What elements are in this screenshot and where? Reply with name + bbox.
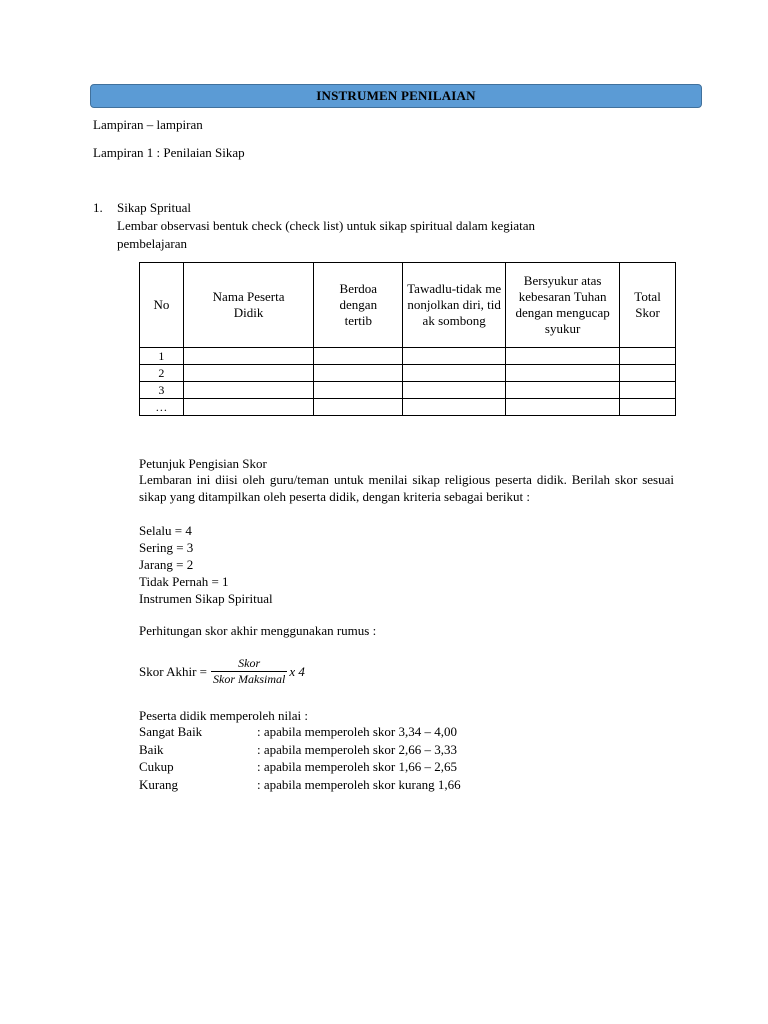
total-cell [620, 348, 676, 365]
score-list [139, 522, 273, 607]
column-header-name-text: Nama Peserta Didik [212, 289, 285, 320]
formula-numerator: Skor [238, 656, 261, 670]
criteria-item [139, 758, 461, 776]
column-header-no: No [140, 263, 184, 348]
criteria-label: Sangat Baik [139, 724, 203, 739]
criteria-intro: Peserta didik memperoleh nilai : [139, 708, 308, 723]
column-header-berdoa-text: Berdoa dengan tertib [339, 281, 378, 328]
score-item: Jarang = 2 [139, 557, 194, 572]
formula-label: Skor Akhir = [139, 663, 208, 679]
berdoa-cell [314, 382, 403, 399]
column-header-total-text: Total Skor [634, 289, 661, 320]
berdoa-cell [314, 348, 403, 365]
criteria-list [139, 723, 461, 793]
column-header-tawadlu-text: Tawadlu-tidak menonjolkan diri, tidak sombong [407, 281, 502, 328]
name-cell [183, 348, 314, 365]
name-cell [183, 382, 314, 399]
formula [139, 656, 305, 687]
column-header-name [183, 263, 314, 348]
row-number: 1 [140, 348, 184, 365]
column-header-bersyukur-text: Bersyukur atas kebesaran Tuhan dengan mengucap syukur [515, 273, 610, 336]
score-item: Sering = 3 [139, 540, 194, 555]
name-cell [183, 365, 314, 382]
tawadlu-cell [403, 382, 506, 399]
criteria-item [139, 741, 461, 759]
table-row [140, 399, 676, 416]
bersyukur-cell [506, 382, 620, 399]
formula-intro: Perhitungan skor akhir menggunakan rumus : [139, 623, 377, 638]
total-cell [620, 382, 676, 399]
criteria-item [139, 723, 461, 741]
section-title: Sikap Spritual [117, 200, 192, 215]
row-number: 3 [140, 382, 184, 399]
criteria-label: Baik [139, 741, 164, 757]
berdoa-cell [314, 399, 403, 416]
instrumen-label: Instrumen Sikap Spiritual [139, 591, 273, 606]
bersyukur-cell [506, 348, 620, 365]
criteria-label: Cukup [139, 759, 174, 774]
berdoa-cell [314, 365, 403, 382]
total-cell [620, 365, 676, 382]
bersyukur-cell [506, 365, 620, 382]
criteria-desc: : apabila memperoleh skor 3,34 – 4,00 [257, 724, 458, 739]
tawadlu-cell [403, 348, 506, 365]
column-header-total [620, 263, 676, 348]
section-description-line1: Lembar observasi bentuk check (check list) untuk sikap spiritual dalam kegiatan [117, 218, 536, 233]
name-cell [183, 399, 314, 416]
observation-table [139, 262, 676, 416]
formula-fraction [211, 656, 287, 687]
formula-denominator: Skor Maksimal [213, 672, 286, 686]
criteria-desc: : apabila memperoleh skor 1,66 – 2,65 [257, 759, 458, 774]
petunjuk-paragraph: Lembaran ini diisi oleh guru/teman untuk menilai sikap religious peserta didik. Berilah skor sesuai sikap yang ditampilkan oleh peserta didik, dengan kriteria sebagai berikut : [139, 472, 674, 504]
column-header-tawadlu [403, 263, 506, 348]
table-row [140, 382, 676, 399]
tawadlu-cell [403, 399, 506, 416]
criteria-desc: : apabila memperoleh skor kurang 1,66 [257, 776, 461, 792]
total-cell [620, 399, 676, 416]
section-number: 1. [93, 200, 103, 215]
row-number: … [140, 399, 184, 416]
criteria-label: Kurang [139, 776, 178, 792]
criteria-item [139, 776, 461, 794]
lampiran-1-heading: Lampiran 1 : Penilaian Sikap [93, 145, 245, 160]
page-title: INSTRUMEN PENILAIAN [316, 88, 476, 103]
row-number: 2 [140, 365, 184, 382]
column-header-berdoa [314, 263, 403, 348]
section-description-line2: pembelajaran [117, 236, 188, 251]
score-item: Tidak Pernah = 1 [139, 574, 229, 589]
table-row [140, 348, 676, 365]
lampiran-heading: Lampiran – lampiran [93, 117, 203, 132]
score-item: Selalu = 4 [139, 523, 192, 538]
title-banner [90, 84, 702, 108]
formula-multiplier: x 4 [289, 663, 305, 679]
tawadlu-cell [403, 365, 506, 382]
bersyukur-cell [506, 399, 620, 416]
table-header-row [140, 263, 676, 348]
column-header-bersyukur [506, 263, 620, 348]
table-row [140, 365, 676, 382]
criteria-desc: : apabila memperoleh skor 2,66 – 3,33 [257, 741, 458, 757]
petunjuk-title: Petunjuk Pengisian Skor [139, 456, 267, 471]
